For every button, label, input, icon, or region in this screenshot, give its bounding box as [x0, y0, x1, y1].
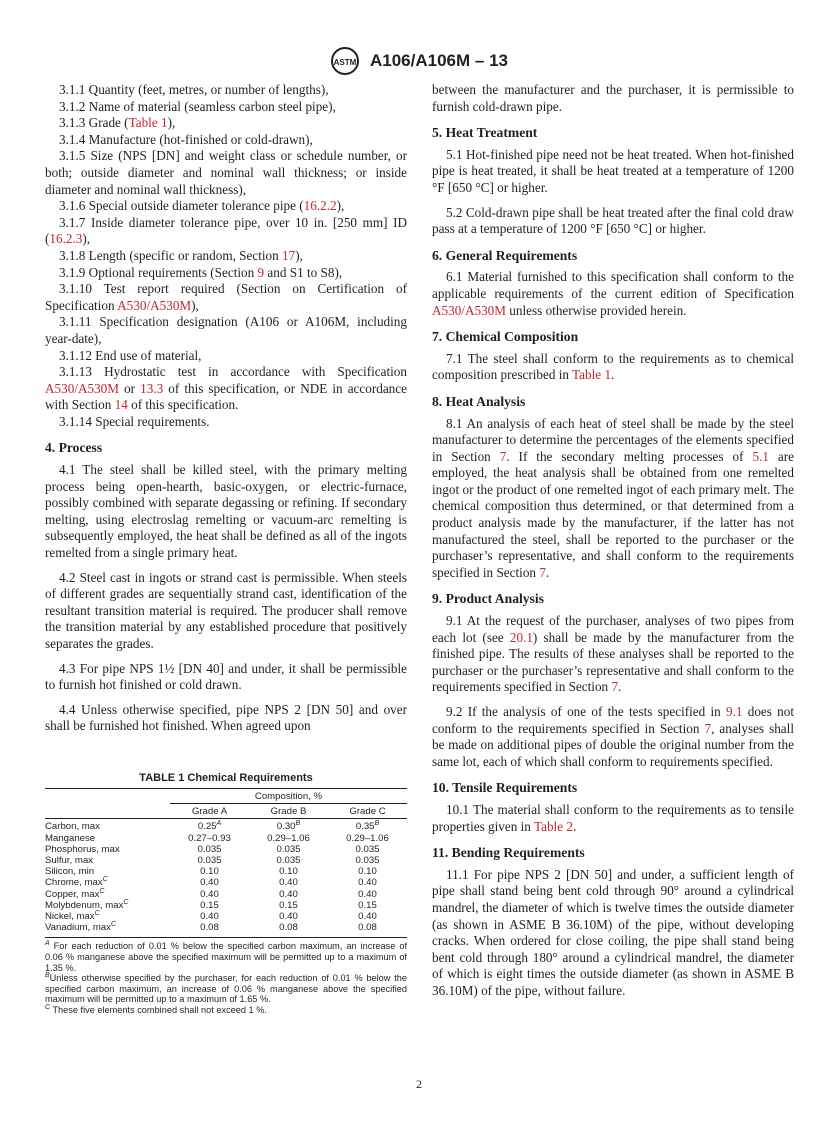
- order-item: 3.1.2 Name of material (seamless carbon steel pipe),: [59, 98, 336, 114]
- paragraph-9-1: 9.1 At the request of the purchaser, analyses of two pipes from each lot (see 20.1) shall be made by the manufacturer from the finished pipe. The results of these analyses shall be reported to the purchaser or the purchaser’s representative and shall conform to the requirements specified in Section 7.: [432, 613, 794, 695]
- footnote-marker: C: [94, 909, 100, 917]
- section-heading-general-requirements: 6. General Requirements: [432, 247, 578, 263]
- value-cell: 0.15: [358, 899, 377, 911]
- grade-a-header: Grade A: [170, 804, 249, 819]
- element-cell: Vanadium, $\max^C$: [45, 921, 117, 934]
- link-section-7[interactable]: 7: [704, 720, 712, 736]
- link-9-1[interactable]: 9.1: [726, 704, 743, 719]
- link-table-2[interactable]: Table 2: [533, 818, 573, 834]
- order-item: 3.1.7 Inside diameter tolerance pipe, over 10 in. [250 mm] ID (16.2.3),: [45, 214, 407, 247]
- cross-reference-link[interactable]: A530/A530M: [45, 380, 119, 396]
- cross-reference-link[interactable]: Table 1: [128, 115, 168, 131]
- page-header: [0, 46, 838, 76]
- table-row: [45, 866, 407, 877]
- value-cell: 0.08: [358, 922, 377, 934]
- svg-text:ASTM: ASTM: [333, 58, 357, 67]
- grade-b-header: Grade B: [249, 804, 328, 819]
- value-cell: 0.15: [200, 899, 219, 911]
- value-cell: 0.035: [197, 855, 222, 867]
- order-item: 3.1.1 Quantity (feet, metres, or number of lengths),: [59, 82, 329, 97]
- page-number: 2: [416, 1077, 422, 1091]
- table-row: [45, 911, 407, 922]
- value-cell: 0.40: [358, 911, 377, 923]
- order-item: 3.1.14 Special requirements.: [59, 413, 210, 429]
- composition-header: Composition, %: [170, 789, 407, 804]
- paragraph-5-1: 5.1 Hot-finished pipe need not be heat treated. When hot-finished pipe is heat treated, it shall be heat treated at a temperature of 1200 °F [650 °C] or higher.: [432, 146, 794, 195]
- element-cell: Carbon, max: [45, 821, 100, 833]
- footnote-marker: A: [45, 940, 50, 948]
- section-heading-heat-analysis: 8. Heat Analysis: [432, 393, 526, 409]
- left-column: [45, 82, 407, 735]
- table-row: [45, 855, 407, 866]
- cross-reference-link[interactable]: 14: [114, 397, 128, 413]
- value-cell: 0.29–1.06: [267, 832, 310, 844]
- paragraph-4-4-continued: between the manufacturer and the purchaser, it is permissible to furnish cold-drawn pipe.: [432, 82, 794, 114]
- table-footnote: $^C$ These five elements combined shall not exceed 1 %.: [45, 1003, 267, 1015]
- section-heading-tensile-requirements: 10. Tensile Requirements: [432, 780, 578, 796]
- table-footnotes: [45, 937, 407, 1015]
- paragraph-8-1: 8.1 An analysis of each heat of steel shall be made by the steel manufacturer to determine the percentages of the elements specified in Section 7. If the secondary melting processes of 5.1 are employed, the heat analysis shall be obtained from one remelted ingot or the product of one remelted ingot of each primary melt. The chemical composition thus determined, or that determined from a product analysis made by the manufacturer, if the latter has not manufactured the steel, shall be reported to the purchaser or the purchaser’s representative, and shall conform to the requirements specified in Section 7.: [432, 415, 794, 580]
- cross-reference-link[interactable]: 16.2.3: [49, 231, 83, 247]
- order-item: 3.1.4 Manufacture (hot-finished or cold-drawn),: [59, 131, 313, 147]
- value-cell: 0.10: [358, 866, 377, 878]
- value-cell: 0.40: [279, 911, 298, 923]
- cross-reference-link[interactable]: 9: [257, 264, 265, 280]
- section-heading-product-analysis: 9. Product Analysis: [432, 591, 544, 607]
- table-row: [45, 889, 407, 900]
- footnote-marker: C: [123, 898, 129, 906]
- value-cell: 0.15: [279, 899, 298, 911]
- grade-c-header: Grade C: [328, 804, 407, 819]
- footnote-marker: B: [45, 972, 50, 980]
- value-cell: 0.035: [276, 843, 301, 855]
- value-cell: 0.035: [197, 843, 222, 855]
- value-cell: 0.40: [358, 888, 377, 900]
- footnote-marker: C: [99, 887, 105, 895]
- footnote-marker: C: [45, 1003, 51, 1011]
- order-items-list: [45, 82, 407, 430]
- cross-reference-link[interactable]: A530/A530M: [117, 297, 192, 313]
- footnote-marker: A: [216, 820, 222, 828]
- order-item: 3.1.3 Grade (Table 1),: [59, 115, 176, 131]
- paragraph-4-2: 4.2 Steel cast in ingots or strand cast is permissible. When steels of different grades are sequentially strand cast, identification of the resultant transition material is required. The producer shall remove the transition material by any established procedure that positively separates the grades.: [45, 569, 407, 651]
- value-cell: 0.035: [276, 855, 301, 867]
- value-cell: $0.35^B$: [355, 820, 380, 833]
- link-20-1[interactable]: 20.1: [509, 629, 533, 645]
- paragraph-9-2: 9.2 If the analysis of one of the tests specified in 9.1 does not conform to the requirements specified in Section 7, analyses shall be made on additional pipes of double the original number from the same lot, each of which shall conform to requirements specified.: [432, 704, 794, 769]
- value-cell: 0.40: [279, 877, 298, 889]
- paragraph-4-4: 4.4 Unless otherwise specified, pipe NPS 2 [DN 50] and over shall be furnished hot finished. When agreed upon: [45, 701, 407, 734]
- footnote-marker: B: [374, 820, 380, 828]
- order-item: 3.1.11 Specification designation (A106 or A106M, including year-date),: [45, 314, 407, 346]
- astm-logo-icon: [330, 46, 360, 76]
- element-cell: Molybdenum, $\max^C$: [45, 898, 129, 911]
- value-cell: 0.29–1.06: [346, 832, 389, 844]
- link-a530[interactable]: A530/A530M: [432, 302, 506, 318]
- paragraph-6-1: 6.1 Material furnished to this specification shall conform to the applicable requirements of the current edition of Specification A530/A530M unless otherwise provided herein.: [432, 269, 794, 318]
- order-item: 3.1.10 Test report required (Section on Certification of Specification A530/A530M),: [45, 281, 407, 313]
- cross-reference-link[interactable]: 17: [282, 247, 296, 263]
- element-cell: Chrome, $\max^C$: [45, 876, 108, 889]
- order-item: 3.1.12 End use of material,: [59, 347, 202, 363]
- link-section-7[interactable]: 7: [611, 679, 619, 695]
- element-cell: Manganese: [45, 832, 96, 844]
- value-cell: 0.10: [200, 866, 219, 878]
- value-cell: 0.08: [279, 922, 298, 934]
- element-cell: Sulfur, max: [45, 855, 93, 867]
- value-cell: 0.035: [355, 855, 380, 867]
- value-cell: 0.035: [355, 843, 380, 855]
- section-heading-process: 4. Process: [45, 440, 103, 456]
- element-cell: Copper, $\max^C$: [45, 887, 105, 900]
- link-section-7[interactable]: 7: [539, 564, 546, 580]
- paragraph-4-3: 4.3 For pipe NPS 1½ [DN 40] and under, it shall be permissible to furnish hot finished or cold drawn.: [45, 660, 407, 693]
- table-1-chemical-requirements: [45, 772, 407, 1016]
- element-cell: Nickel, $\max^C$: [45, 909, 100, 923]
- value-cell: 0.40: [279, 888, 298, 900]
- value-cell: 0.40: [200, 911, 219, 923]
- document-designation: A106/A106M – 13: [370, 51, 508, 70]
- table-footnote: $^B$Unless otherwise specified by the purchaser, for each reduction of 0.01 % below the specified carbon maximum, an increase of 0.06 % manganese above the specified maximum will be permitted up to a maximum of 1.65 %.: [45, 972, 407, 1005]
- element-cell: Phosphorus, max: [45, 843, 120, 855]
- table-row: [45, 844, 407, 855]
- cross-reference-link[interactable]: 16.2.2: [303, 198, 337, 214]
- order-item: 3.1.9 Optional requirements (Section 9 and S1 to S8),: [59, 264, 343, 280]
- table-footnote: $^A$ For each reduction of 0.01 % below the specified carbon maximum, an increase of 0.06 % manganese above the specified maximum will be permitted up to a maximum of 1.35 %.: [45, 940, 407, 973]
- section-heading-bending-requirements: 11. Bending Requirements: [432, 845, 585, 861]
- section-heading-heat-treatment: 5. Heat Treatment: [432, 125, 538, 141]
- paragraph-11-1: 11.1 For pipe NPS 2 [DN 50] and under, a sufficient length of pipe shall stand being bent cold through 90° around a cylindrical mandrel, the diameter of which is twelve times the outside diameter (as shown in ASME B 36.10M) of the pipe, without developing cracks. When ordered for close coiling, the pipe shall stand being bent cold through 180° around a cylindrical mandrel, the diameter of which is eight times the outside diameter (as shown in ASME B 36.10M) of the pipe, without failure.: [432, 866, 794, 998]
- paragraph-7-1: 7.1 The steel shall conform to the requirements as to chemical composition prescribed in Table 1.: [432, 350, 794, 383]
- footnote-marker: B: [295, 820, 301, 828]
- value-cell: 0.27–0.93: [188, 832, 231, 844]
- right-column: [432, 82, 794, 1000]
- value-cell: 0.40: [200, 888, 219, 900]
- table-row: [45, 833, 407, 844]
- chemical-table: [45, 788, 407, 935]
- link-section-7[interactable]: 7: [499, 448, 507, 464]
- value-cell: 0.10: [279, 866, 298, 878]
- order-item: 3.1.6 Special outside diameter tolerance pipe (16.2.2),: [59, 198, 345, 214]
- table-caption: TABLE 1 Chemical Requirements: [139, 772, 313, 784]
- section-heading-chemical-composition: 7. Chemical Composition: [432, 329, 579, 345]
- table-row: [45, 819, 407, 833]
- footnote-marker: C: [102, 876, 108, 884]
- value-cell: 0.40: [200, 877, 219, 889]
- order-item: 3.1.5 Size (NPS [DN] and weight class or schedule number, or both; outside diameter and nominal wall thickness; or inside diameter and nominal wall thickness),: [45, 148, 407, 197]
- paragraph-10-1: 10.1 The material shall conform to the requirements as to tensile properties given in Table 2.: [432, 801, 794, 834]
- table-row: [45, 922, 407, 935]
- value-cell: 0.40: [358, 877, 377, 889]
- value-cell: 0.08: [200, 922, 219, 934]
- value-cell: $0.30^B$: [276, 820, 301, 833]
- paragraph-5-2: 5.2 Cold-drawn pipe shall be heat treated after the final cold draw pass at a temperature of 1200 °F [650 °C] or higher.: [432, 204, 794, 237]
- link-table-1[interactable]: Table 1: [572, 367, 612, 383]
- paragraph-4-1: 4.1 The steel shall be killed steel, with the primary melting process being open-hearth, basic-oxygen, or electric-furnace, possibly combined with separate degassing or refining. If secondary melting, using electroslag remelting or vacuum-arc remelting is subsequently employed, the heat shall be defined as all of the ingots remelted from a single primary heat.: [45, 462, 407, 561]
- table-body: [45, 819, 407, 936]
- element-cell: Silicon, min: [45, 866, 95, 878]
- footnote-marker: C: [110, 921, 117, 929]
- cross-reference-link[interactable]: 13.3: [140, 380, 164, 396]
- order-item: 3.1.8 Length (specific or random, Section 17),: [59, 247, 303, 263]
- value-cell: $0.25^A$: [197, 820, 222, 833]
- order-item: 3.1.13 Hydrostatic test in accordance with Specification A530/A530M or 13.3 of this specification, or NDE in accordance with Section 14 of this specification.: [45, 364, 407, 413]
- link-5-1[interactable]: 5.1: [752, 448, 769, 464]
